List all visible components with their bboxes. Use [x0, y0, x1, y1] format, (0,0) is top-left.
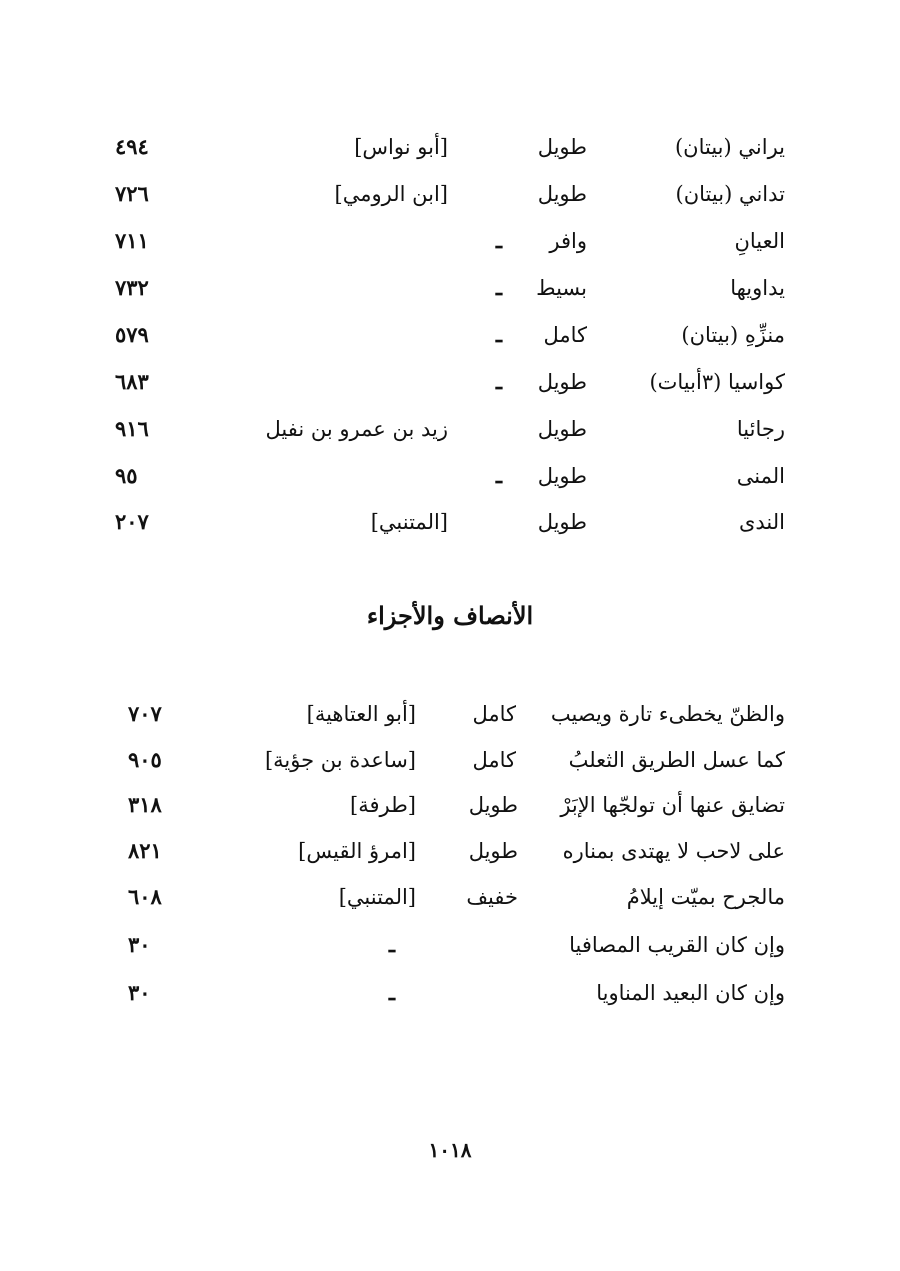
verse-rhyme: يراني (بيتان) [674, 135, 785, 159]
meter: طويل [537, 370, 587, 394]
meter: بسيط [536, 276, 587, 300]
table-row [0, 694, 900, 734]
poet: [أبو نواس] [354, 135, 448, 159]
poet: [ساعدة بن جؤية] [264, 748, 416, 772]
table-row [0, 973, 900, 1013]
page-ref: ٤٩٤ [115, 134, 149, 159]
half-verse: تضايق عنها أن تولجّها الإبَرْ [560, 793, 785, 817]
poet: [المتنبي] [338, 885, 416, 909]
meter: طويل [468, 839, 518, 863]
meter: خفيف [466, 885, 518, 909]
meter: وافر [549, 229, 587, 253]
poet: ـ [495, 322, 502, 347]
table-row [0, 785, 900, 825]
page-ref: ٥٧٩ [115, 322, 149, 347]
table-row [0, 409, 900, 449]
page-number: ١٠١٨ [428, 1138, 472, 1162]
half-verse: وإن كان القريب المصافيا [569, 933, 785, 957]
poet: ـ [388, 932, 395, 957]
page-ref: ٧١١ [115, 228, 149, 253]
table-row [0, 831, 900, 871]
verse-rhyme: المنى [736, 464, 785, 488]
table-row [0, 127, 900, 167]
page-ref: ٧٠٧ [128, 701, 162, 726]
meter: طويل [537, 417, 587, 441]
table-row [0, 502, 900, 542]
poet: [طرفة] [350, 793, 416, 817]
meter: طويل [537, 135, 587, 159]
poet: [المتنبي] [370, 510, 448, 534]
verse-rhyme: منزِّهِ (بيتان) [681, 323, 785, 347]
table-row [0, 740, 900, 780]
meter: كامل [543, 323, 587, 347]
page-ref: ٣٠ [128, 932, 151, 957]
poet: ـ [388, 980, 395, 1005]
poet: ـ [495, 228, 502, 253]
poet: [امرؤ القيس] [298, 839, 416, 863]
page-ref: ٩٠٥ [128, 747, 162, 772]
table-row [0, 362, 900, 402]
table-row [0, 877, 900, 917]
page-ref: ٣٠ [128, 980, 151, 1005]
poet: زيد بن عمرو بن نفيل [265, 417, 448, 441]
table-row [0, 174, 900, 214]
page-ref: ٩٥ [115, 463, 138, 488]
half-verse: كما عسل الطريق الثعلبُ [568, 748, 785, 772]
page-ref: ٣١٨ [128, 792, 162, 817]
poet: [أبو العتاهية] [306, 702, 416, 726]
half-verse: مالجرح بميّت إيلامُ [626, 885, 785, 909]
meter: طويل [537, 464, 587, 488]
meter: طويل [468, 793, 518, 817]
page-ref: ٢٠٧ [115, 509, 149, 534]
section-title: الأنصاف والأجزاء [366, 601, 534, 630]
page-ref: ٦٠٨ [128, 884, 162, 909]
page-ref: ٧٢٦ [115, 181, 149, 206]
verse-rhyme: تداني (بيتان) [675, 182, 785, 206]
meter: طويل [537, 510, 587, 534]
meter: كامل [472, 748, 516, 772]
page-ref: ٧٣٢ [115, 275, 149, 300]
verse-rhyme: رجائيا [736, 417, 785, 441]
half-verse: وإن كان البعيد المناويا [596, 981, 785, 1005]
table-row [0, 221, 900, 261]
table-row [0, 315, 900, 355]
table-row [0, 925, 900, 965]
half-verse: والظنّ يخطىء تارة ويصيب [550, 702, 785, 726]
poet: ـ [495, 463, 502, 488]
poet: [ابن الرومي] [334, 182, 448, 206]
meter: طويل [537, 182, 587, 206]
poet: ـ [495, 275, 502, 300]
meter: كامل [472, 702, 516, 726]
page-ref: ٩١٦ [115, 416, 149, 441]
poet: ـ [495, 369, 502, 394]
page-ref: ٦٨٣ [115, 369, 149, 394]
half-verse: على لاحب لا يهتدى بمناره [562, 839, 785, 863]
verse-rhyme: الندى [738, 510, 785, 534]
page-ref: ٨٢١ [128, 838, 162, 863]
verse-rhyme: العيانِ [734, 229, 785, 253]
verse-rhyme: يداويها [730, 276, 785, 300]
table-row [0, 456, 900, 496]
table-row [0, 268, 900, 308]
verse-rhyme: كواسيا (٣أبيات) [649, 370, 785, 394]
